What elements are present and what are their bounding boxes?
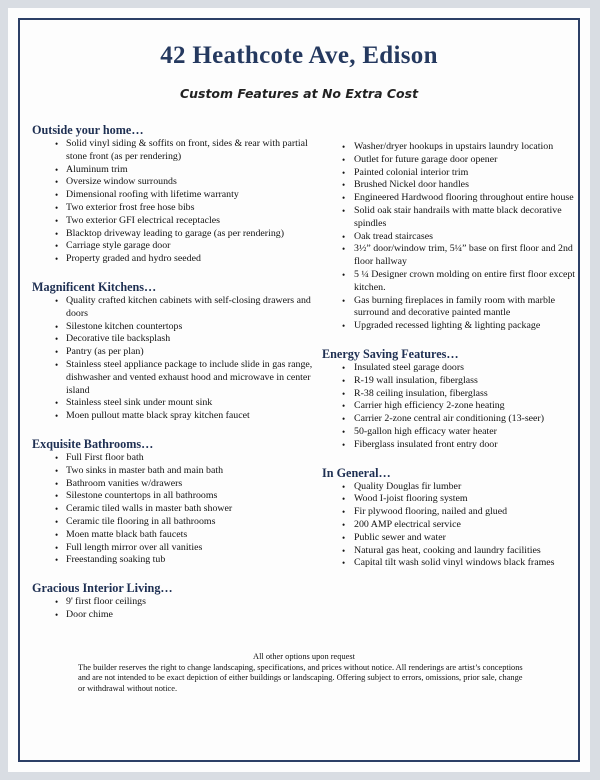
list-item (318, 413, 576, 426)
list-item-text: Fiberglass insulated front entry door (354, 438, 498, 450)
bullet-icon: • (55, 228, 59, 239)
list-item-text: Freestanding soaking tub (66, 554, 166, 566)
document-page (8, 8, 590, 772)
section-heading: Magnificent Kitchens… (32, 279, 157, 294)
bullet-icon: • (55, 241, 59, 252)
list-item-text: Silestone countertops in all bathrooms (66, 490, 218, 502)
section-heading: Gracious Interior Living… (32, 581, 173, 596)
list-item-text: Two exterior GFI electrical receptacles (66, 214, 220, 226)
list-item (32, 465, 314, 478)
list-item (318, 179, 576, 192)
list-item (32, 397, 314, 410)
list-item-text: Wood I-joist flooring system (354, 493, 468, 505)
bullet-icon: • (342, 321, 346, 332)
list-item-text: Brushed Nickel door handles (354, 179, 469, 191)
list-item (32, 215, 314, 228)
list-item-text: Door chime (66, 608, 113, 620)
list-item-text: Bathroom vanities w/drawers (66, 477, 183, 489)
bullet-icon: • (55, 465, 59, 476)
section-in-general (318, 466, 576, 571)
list-item (32, 609, 314, 622)
section-outside-your-home (32, 123, 314, 266)
list-item-text: Oak tread staircases (354, 230, 433, 242)
section-heading: Outside your home… (32, 123, 144, 137)
list-item-text: Engineered Hardwood flooring throughout entire house (354, 192, 574, 204)
list-item-text: Quality Douglas fir lumber (354, 480, 462, 492)
feature-list (318, 362, 576, 452)
bullet-icon: • (55, 398, 59, 409)
left-column (32, 123, 314, 636)
right-column (318, 141, 576, 584)
list-item (32, 321, 314, 334)
list-item-text: Capital tilt wash solid vinyl windows black frames (354, 557, 555, 569)
list-item-text: Outlet for future garage door opener (354, 153, 498, 165)
list-item (318, 519, 576, 532)
list-item (32, 529, 314, 542)
bullet-icon: • (342, 507, 346, 518)
bullet-icon: • (55, 139, 59, 149)
bullet-icon: • (342, 154, 346, 165)
bullet-icon: • (342, 180, 346, 191)
list-item-text: Two sinks in master bath and main bath (66, 464, 224, 476)
bullet-icon: • (342, 481, 346, 492)
list-item (318, 205, 576, 231)
bullet-icon: • (342, 205, 346, 216)
list-item-text: Stainless steel appliance package to include slide in gas range, dishwasher and vented exhaust hood and microwave in center island (66, 358, 313, 396)
disclaimer: The builder reserves the right to change landscaping, specifications, and prices without notice. All renderings are artist’s conceptions and are not intended to be exact depiction of either buildings or landscaping. Offering subject to errors, omissions, prior sale, change or withdrawal without notice. (78, 662, 523, 693)
list-item-text: Insulated steel garage doors (354, 361, 464, 373)
list-item-text: R-38 ceiling insulation, fiberglass (354, 387, 488, 399)
list-item-text: Decorative tile backsplash (66, 333, 171, 345)
bullet-icon: • (55, 491, 59, 502)
list-item (32, 542, 314, 555)
list-item-text: Aluminum trim (66, 163, 128, 175)
bullet-icon: • (55, 478, 59, 489)
bullet-icon: • (55, 411, 59, 422)
list-item-text: Fir plywood flooring, nailed and glued (354, 506, 508, 518)
list-item (318, 481, 576, 494)
list-item (32, 346, 314, 359)
bullet-icon: • (342, 414, 346, 425)
list-item (318, 320, 576, 333)
bullet-icon: • (342, 401, 346, 412)
bullet-icon: • (342, 231, 346, 242)
list-item-text: Upgraded recessed lighting & lighting package (354, 320, 541, 332)
list-item (318, 557, 576, 570)
bullet-icon: • (342, 388, 346, 399)
list-item-text: Carrier high efficiency 2-zone heating (354, 400, 505, 412)
list-item-text: Carriage style garage door (66, 240, 171, 252)
bullet-icon: • (342, 519, 346, 530)
list-item-text: Solid oak stair handrails with matte black decorative spindles (354, 204, 562, 229)
bullet-icon: • (342, 558, 346, 569)
bullet-icon: • (55, 321, 59, 332)
list-item (318, 167, 576, 180)
list-item (32, 240, 314, 253)
list-item (318, 532, 576, 545)
bullet-icon: • (342, 532, 346, 543)
bullet-icon: • (55, 597, 59, 608)
list-item-text: 3½” door/window trim, 5¼” base on first floor and 2nd floor hallway (354, 243, 573, 268)
feature-list (32, 295, 314, 423)
bullet-icon: • (55, 452, 59, 463)
list-item (32, 596, 314, 609)
list-item-text: Full First floor bath (66, 451, 144, 463)
section-exquisite-bathrooms (32, 437, 314, 567)
list-item-text: R-19 wall insulation, fiberglass (354, 374, 478, 386)
list-item (318, 141, 576, 154)
list-item-text: Natural gas heat, cooking and laundry facilities (354, 544, 541, 556)
list-item-text: Oversize window surrounds (66, 176, 177, 188)
list-item-text: Carrier 2-zone central air conditioning (13-seer) (354, 413, 545, 425)
list-item (318, 439, 576, 452)
bullet-icon: • (342, 494, 346, 505)
bullet-icon: • (55, 190, 59, 201)
list-item (32, 228, 314, 241)
list-item-text: Gas burning fireplaces in family room with marble surround and decorative painted mantle (354, 294, 556, 319)
bullet-icon: • (342, 167, 346, 178)
section-gracious-interior-living (32, 581, 314, 622)
list-item-text: Pantry (as per plan) (66, 346, 144, 358)
footer (78, 652, 530, 694)
section-heading: Exquisite Bathrooms… (32, 436, 154, 451)
list-item-text: Two exterior frost free hose bibs (66, 201, 195, 213)
list-item-text: Full length mirror over all vanities (66, 541, 203, 553)
list-item (318, 231, 576, 244)
list-item-text: Blacktop driveway leading to garage (as per rendering) (66, 227, 284, 239)
list-item (318, 154, 576, 167)
bullet-icon: • (55, 334, 59, 345)
section-energy-saving-features (318, 347, 576, 452)
list-item-text: Silestone kitchen countertops (66, 320, 183, 332)
bullet-icon: • (342, 439, 346, 450)
list-item-text: Moen pullout matte black spray kitchen faucet (66, 410, 250, 422)
bullet-icon: • (55, 347, 59, 358)
list-item (318, 545, 576, 558)
list-item (32, 189, 314, 202)
bullet-icon: • (342, 295, 346, 306)
list-item (32, 516, 314, 529)
list-item-text: 200 AMP electrical service (354, 518, 461, 530)
list-item (32, 452, 314, 465)
list-item-text: Ceramic tile flooring in all bathrooms (66, 515, 216, 527)
list-item (32, 295, 314, 321)
list-item (32, 202, 314, 215)
list-item (318, 493, 576, 506)
list-item-text: Washer/dryer hookups in upstairs laundry location (354, 141, 554, 152)
list-item (32, 490, 314, 503)
bullet-icon: • (342, 142, 346, 152)
bullet-icon: • (55, 555, 59, 566)
list-item-text: Stainless steel sink under mount sink (66, 397, 213, 409)
list-item (318, 400, 576, 413)
list-item-text: Dimensional roofing with lifetime warranty (66, 189, 239, 201)
list-item (32, 253, 314, 266)
bullet-icon: • (55, 359, 59, 370)
list-item-text: Quality crafted kitchen cabinets with self-closing drawers and doors (66, 294, 311, 319)
list-item-text: 9' first floor ceilings (66, 596, 146, 608)
bullet-icon: • (342, 375, 346, 386)
list-item-text: Solid vinyl siding & soffits on front, sides & rear with partial stone front (as per rendering) (66, 138, 308, 162)
section-magnificent-kitchens (32, 280, 314, 423)
feature-list (32, 596, 314, 622)
list-item (318, 243, 576, 269)
list-item (32, 359, 314, 397)
list-item-text: Moen matte black bath faucets (66, 528, 188, 540)
bullet-icon: • (55, 202, 59, 213)
list-item (318, 295, 576, 321)
list-item-text: Ceramic tiled walls in master bath shower (66, 503, 233, 515)
list-item-text: 50-gallon high efficacy water heater (354, 425, 497, 437)
bullet-icon: • (342, 244, 346, 255)
bullet-icon: • (342, 193, 346, 204)
bullet-icon: • (55, 609, 59, 620)
bullet-icon: • (55, 504, 59, 515)
feature-list (318, 481, 576, 571)
list-item-text: 5 ¼ Designer crown molding on entire first floor except kitchen. (354, 268, 576, 293)
list-item (32, 554, 314, 567)
bullet-icon: • (55, 254, 59, 265)
document-title: 42 Heathcote Ave, Edison (160, 42, 438, 69)
list-item (32, 333, 314, 346)
list-item (318, 506, 576, 519)
bullet-icon: • (55, 215, 59, 226)
bullet-icon: • (342, 545, 346, 556)
bullet-icon: • (55, 164, 59, 175)
list-item (32, 410, 314, 423)
document-subtitle: Custom Features at No Extra Cost (179, 86, 419, 101)
list-item (32, 478, 314, 491)
list-item (32, 503, 314, 516)
options-note: All other options upon request (253, 652, 355, 661)
list-item (318, 362, 576, 375)
bullet-icon: • (55, 295, 59, 306)
bullet-icon: • (55, 529, 59, 540)
feature-list (318, 141, 576, 333)
list-item (32, 176, 314, 189)
bullet-icon: • (342, 362, 346, 373)
bullet-icon: • (55, 177, 59, 188)
list-item-text: Public sewer and water (354, 531, 446, 543)
list-item (318, 192, 576, 205)
list-item (318, 375, 576, 388)
list-item-text: Painted colonial interior trim (354, 166, 469, 178)
list-item (318, 426, 576, 439)
list-item (318, 269, 576, 295)
list-item (32, 138, 314, 164)
section-heading: In General… (322, 465, 391, 480)
feature-list (32, 138, 314, 266)
section-continued (318, 141, 576, 333)
feature-list (32, 452, 314, 567)
list-item (318, 388, 576, 401)
bullet-icon: • (342, 426, 346, 437)
bullet-icon: • (55, 516, 59, 527)
bullet-icon: • (55, 542, 59, 553)
list-item-text: Property graded and hydro seeded (66, 253, 201, 265)
bullet-icon: • (342, 269, 346, 280)
section-heading: Energy Saving Features… (322, 346, 459, 361)
list-item (32, 164, 314, 177)
